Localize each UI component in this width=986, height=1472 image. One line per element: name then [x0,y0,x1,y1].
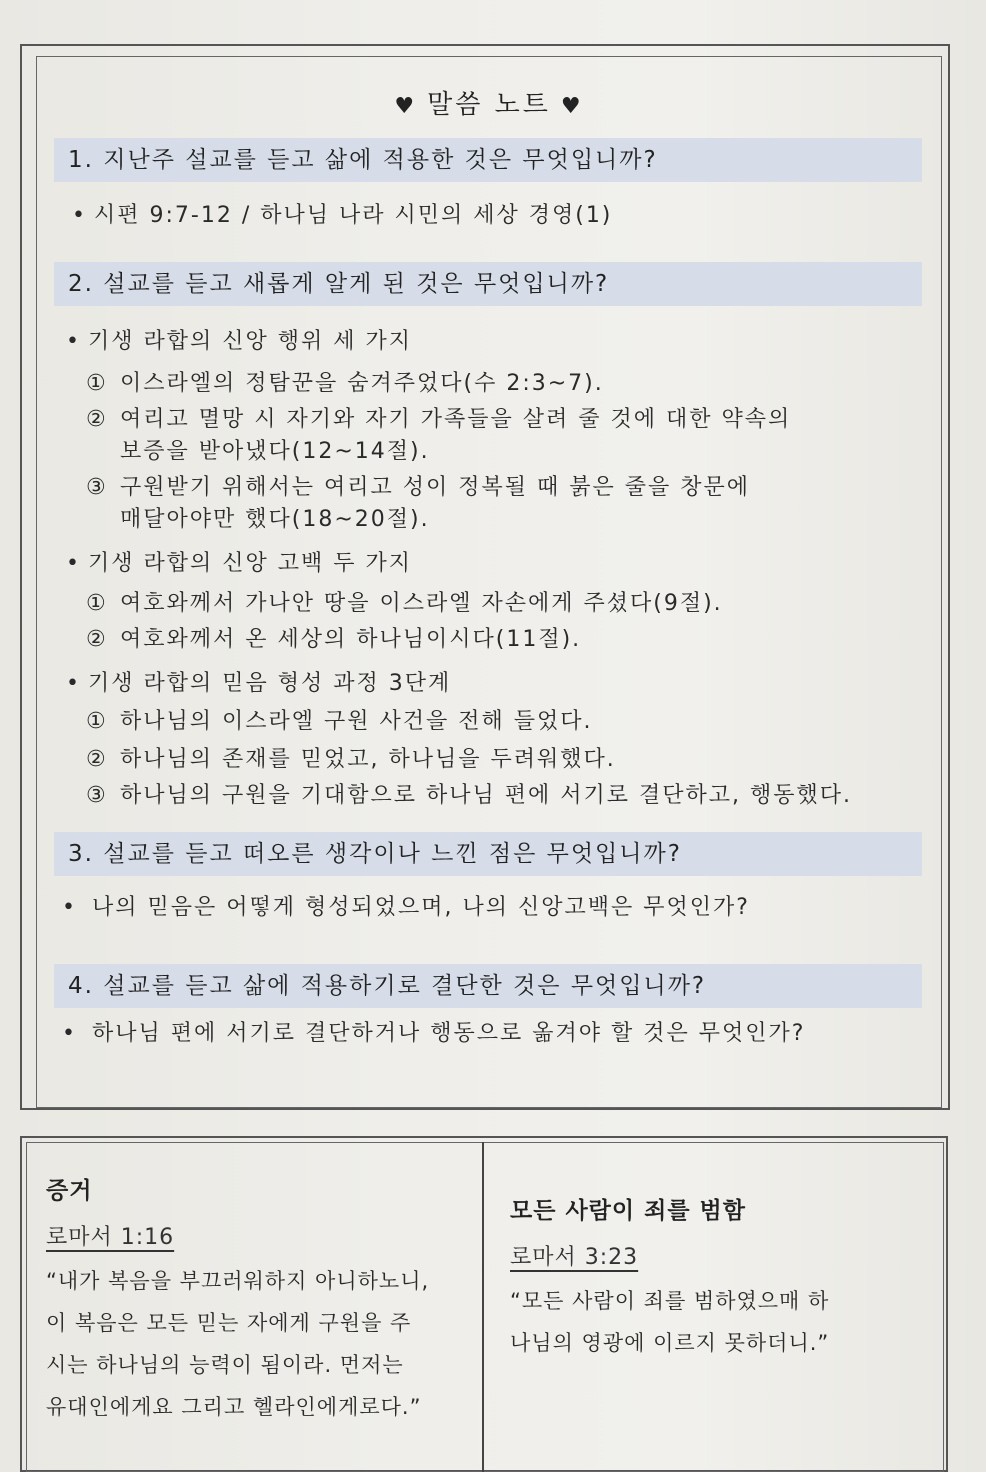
list-item: ② 여호와께서 온 세상의 하나님이시다(11절). [86,627,582,652]
bullet-icon: • [72,203,87,228]
bullet-icon: • [62,895,77,920]
bullet-icon: • [66,671,81,696]
left-card-title: 증거 [46,1178,93,1204]
question-1: 1. 지난주 설교를 듣고 삶에 적용한 것은 무엇입니까? [54,138,922,182]
heart-icon: ♥ [560,94,584,119]
card-divider [482,1142,484,1472]
notes-title-text: 말씀 노트 [427,90,551,120]
list-item: ① 하나님의 이스라엘 구원 사건을 전해 들었다. [86,709,593,734]
list-item: ① 여호와께서 가나안 땅을 이스라엘 자손에게 주셨다(9절). [86,591,723,616]
bullet-icon: • [66,329,81,354]
list-item: ② 하나님의 존재를 믿었고, 하나님을 두려워했다. [86,747,616,772]
answer-3: • 나의 믿음은 어떻게 형성되었으며, 나의 신앙고백은 무엇인가? [62,895,750,920]
question-3: 3. 설교를 듣고 떠오른 생각이나 느낀 점은 무엇입니까? [54,832,922,876]
list-item: ① 이스라엘의 정탐꾼을 숨겨주었다(수 2:3~7). [86,371,604,396]
right-card-reference: 로마서 3:23 [510,1245,639,1270]
list-item-continuation: 보증을 받아냈다(12~14절). [120,439,430,464]
group-heading: • 기생 라합의 신앙 고백 두 가지 [66,551,412,576]
answer-4: • 하나님 편에 서기로 결단하거나 행동으로 옮겨야 할 것은 무엇인가? [62,1021,806,1046]
bullet-icon: • [66,551,81,576]
list-item: ② 여리고 멸망 시 자기와 자기 가족들을 살려 줄 것에 대한 약속의 [86,407,792,432]
question-4: 4. 설교를 듣고 삶에 적용하기로 결단한 것은 무엇입니까? [54,964,922,1008]
notes-title [36,84,942,121]
bullet-icon: • [62,1021,77,1046]
group-heading: • 기생 라합의 신앙 행위 세 가지 [66,329,412,354]
list-item: ③ 구원받기 위해서는 여리고 성이 정복될 때 붉은 줄을 창문에 [86,475,750,500]
right-card-verse: “모든 사람이 죄를 범하였으매 하 나님의 영광에 이르지 못하더니.” [510,1289,830,1355]
answer-1: • 시편 9:7-12 / 하나님 나라 시민의 세상 경영(1) [72,203,613,228]
left-card-verse: “내가 복음을 부끄러워하지 아니하노니, 이 복음은 모든 믿는 자에게 구원을 주 시는 하나님의 능력이 됨이라. 먼저는 유대인에게요 그리고 헬라인에게로다.” [46,1269,430,1419]
left-card-reference: 로마서 1:16 [46,1225,175,1250]
group-heading: • 기생 라합의 믿음 형성 과정 3단계 [66,671,452,696]
list-item: ③ 하나님의 구원을 기대함으로 하나님 편에 서기로 결단하고, 행동했다. [86,783,852,808]
right-card-title: 모든 사람이 죄를 범함 [510,1198,746,1224]
question-2: 2. 설교를 듣고 새롭게 알게 된 것은 무엇입니까? [54,262,922,306]
list-item-continuation: 매달아야만 했다(18~20절). [120,507,430,532]
heart-icon: ♥ [394,94,418,119]
